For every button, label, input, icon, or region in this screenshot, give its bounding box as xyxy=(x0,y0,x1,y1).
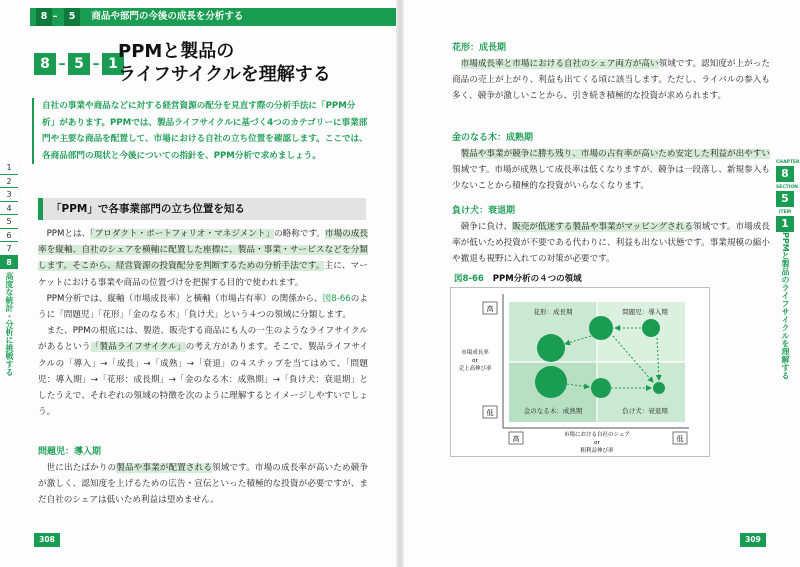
y-axis-label-1: 市場成長率 xyxy=(461,350,489,356)
section-num-3: 1 xyxy=(102,53,124,75)
label-problem-child: 問題児：導入期 xyxy=(622,308,668,316)
section-number: 8 – 5 – 1 xyxy=(34,53,124,75)
paragraph-3: また、PPMの根底には、製造、販売する商品にも人の一生のようなライフサイクルがあるという「製品ライフサイクル」の考え方があります。そこで、製品ライフサイクルの「導入」→「成長」→「成熟」→「衰退」の４ステップを当てはめて、「問題児：導入期」→「花形：成長期」→「金のなる木：成熟期」→「負け犬：衰退期」としたうえで、それぞれの領域の特徴を次のように理解するとイメージしやすいでしょう。 xyxy=(38,326,368,418)
subheading: 「PPM」で各事業部門の立ち位置を知る xyxy=(38,198,366,220)
figure-ref[interactable]: 図8-66 xyxy=(322,293,351,304)
chapter-tab-3[interactable]: 3 xyxy=(0,188,18,202)
term-cash-cow: 金のなる木：成熟期 xyxy=(452,133,534,143)
chapter-tab-7[interactable]: 7 xyxy=(0,242,18,256)
section-tab: CHAPTER 8 SECTION 5 ITEM 1 xyxy=(776,160,800,230)
intro-text: 自社の事業や商品などに対する経営資源の配分を見直す際の分析手法に「PPM分析」があります。PPMでは、製品ライフサイクルに基づく4つのカテゴリーに事業部門や主要な商品を配置して、市場における自社の立ち位置を確認します。ここでは、各商品部門の現状と今後についての指針を、PPM分析で求めましょう。 xyxy=(32,98,368,164)
header-title: 商品や部門の今後の成長を分析する xyxy=(91,11,244,22)
page-gutter xyxy=(396,0,404,567)
tab-chapter: 8 xyxy=(776,166,794,182)
section-num-2: 5 xyxy=(68,53,90,75)
figure-caption: 図8-66 PPM分析の４つの領域 xyxy=(454,274,582,284)
bubble-dog-2 xyxy=(653,382,665,394)
bubble-problem-child-1 xyxy=(642,319,660,337)
bubble-star-1 xyxy=(589,316,613,340)
x-axis-label-2: 粗利益伸び率 xyxy=(580,448,614,454)
x-axis-label-or: or xyxy=(594,440,600,446)
header-section: 5 xyxy=(64,8,80,26)
section-title-line2: ライフサイクルを理解する xyxy=(118,64,331,85)
term-star: 花形：成長期 xyxy=(452,43,507,53)
chapter-tab-1[interactable]: 1 xyxy=(0,161,18,175)
section-title-line1: PPMと製品の xyxy=(118,41,235,62)
section-num-1: 8 xyxy=(34,53,56,75)
chapter-tab-6[interactable]: 6 xyxy=(0,229,18,243)
tab-item: 1 xyxy=(776,216,794,232)
chapter-tab-2[interactable]: 2 xyxy=(0,175,18,189)
y-axis-label-or: or xyxy=(472,358,478,364)
left-page xyxy=(0,0,396,567)
figure-number: 図8-66 xyxy=(454,274,484,284)
left-body xyxy=(38,226,368,420)
page-number-left: 308 xyxy=(34,533,60,547)
label-star: 花形：成長期 xyxy=(533,308,573,316)
term-dog-text: 競争に負け、販売が低迷する製品や事業がマッピングされる領域です。市場成長率が低いため投資が不要である代わりに、利益も出ない状態です。事業規模の縮小や撤退も視野に入れての対策が必要です。 xyxy=(452,222,770,265)
term-dog: 負け犬：衰退期 xyxy=(452,206,516,216)
section-header: 8 – 5 商品や部門の今後の成長を分析する xyxy=(30,8,396,26)
term-problem-child: 問題児：導入期 xyxy=(38,447,102,457)
label-cash-cow: 金のなる木：成熟期 xyxy=(523,407,583,415)
chapter-tab-5[interactable]: 5 xyxy=(0,215,18,229)
section-title xyxy=(118,40,388,86)
chapter-tabs xyxy=(0,161,18,269)
bubble-star-2 xyxy=(537,334,565,362)
label-dog: 負け犬：衰退期 xyxy=(622,407,668,415)
term-star-text: 市場成長率と市場における自社のシェア両方が高い領域です。認知度が上がった商品の売上が上がり、利益も出てくる頃に該当します。ただし、ライバルの参入も多く、競争が激しいことから、引き続き積極的な投資が求められます。 xyxy=(452,59,770,102)
term-problem-child-text: 世に出たばかりの製品や事業が配置される領域です。市場の成長率が高いため競争が激しく、認知度を上げるための広告・宣伝といった積極的な投資が必要ですが、まだ自社のシェアは低いため利益は望めません。 xyxy=(38,463,368,506)
x-axis-label-1: 市場における自社のシェア xyxy=(564,432,630,438)
chapter-tab-4[interactable]: 4 xyxy=(0,202,18,216)
bubble-dog-1 xyxy=(591,378,611,398)
header-chapter: 8 xyxy=(36,8,52,26)
bubble-cash-cow xyxy=(535,366,567,398)
y-low-label: 低 xyxy=(486,409,494,417)
x-high-label: 高 xyxy=(512,435,520,443)
chapter-tab-label: 高度な統計・分析に挑戦する xyxy=(5,272,14,376)
section-tab-label: PPMと製品のライフサイクルを理解する xyxy=(781,232,790,380)
ppm-figure xyxy=(450,287,710,457)
term-cash-cow-text: 製品や事業が競争に勝ち残り、市場の占有率が高いため安定した利益が出やすい領域です。市場が成熟して成長率は低くなりますが、競争は一段落し、新規参入も少ないことから積極的な投資がいらなくなります。 xyxy=(452,149,770,192)
ppm-diagram xyxy=(451,288,709,456)
tab-section: 5 xyxy=(776,191,794,207)
paragraph-2: PPM分析では、縦軸（市場成長率）と横軸（市場占有率）の関係から、図8-66のように「問題児」「花形」「金のなる木」「負け犬」という４つの領域に分類します。 xyxy=(38,293,368,321)
x-low-label: 低 xyxy=(676,435,684,443)
paragraph-1: PPMとは、「プロダクト・ポートフォリオ・マネジメント」の略称です。市場の成長率を縦軸、自社のシェアを横軸に配置した座標に、製品・事業・サービスなどを分類します。そこから、経営資源の投資配分を判断するための分析手法です。主に、マーケットにおける事業や商品の位置づけを把握する目的で使われます。 xyxy=(38,229,368,288)
chapter-tab-8[interactable]: 8 xyxy=(0,256,18,270)
y-high-label: 高 xyxy=(486,305,494,313)
y-axis-label-2: 売上高伸び率 xyxy=(458,366,492,372)
page-number-right: 309 xyxy=(740,533,766,547)
